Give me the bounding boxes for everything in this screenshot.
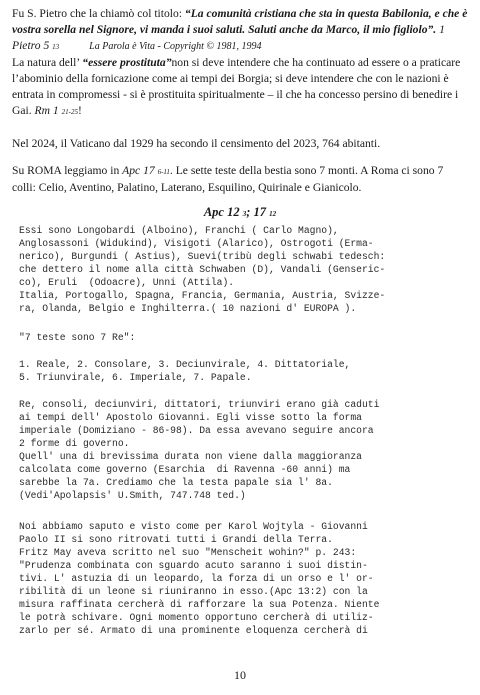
paragraph-vatican	[12, 136, 468, 152]
paragraph-rome	[12, 163, 468, 196]
heading-verse-1: 3	[242, 210, 247, 218]
para2-body: non si deve intendere che ha continuato ad essere o a praticare l’abominio della fornicazione come ai tempi dei Borgia; si deve intendere che con le nazioni è entrata in compromessi - si è prostituita spiritualmente – il che ha concesso persino di benedire i Gai.	[12, 56, 461, 117]
para2-end: !	[77, 104, 82, 117]
heading-mid: ; 17	[246, 205, 270, 219]
para4-pre: Su ROMA leggiamo in	[12, 164, 123, 177]
romans-reference-verses: 21-25	[61, 108, 78, 116]
apocalypse-reference: Apc 17	[122, 164, 158, 177]
para2-pre: La natura dell’	[12, 56, 83, 69]
vatican-census-text: Nel 2024, il Vaticano dal 1929 ha secondo il censimento del 2023, 764 abitanti.	[12, 137, 381, 150]
typed-block-seven-heads-title: "7 teste sono 7 Re":	[19, 332, 136, 343]
heading-text: Apc 12	[203, 205, 243, 219]
typed-block-seven-heads-list: 1. Reale, 2. Consolare, 3. Deciunvirale, 4. Dittatoriale, 5. Triunvirale, 6. Imperiale, 7. Papale.	[19, 359, 351, 383]
paragraph-peter-quote	[12, 6, 468, 55]
peter-reference-verse: 13	[52, 43, 60, 51]
peter-quote: “La comunità cristiana che sta in questa Babilonia, e che è vostra sorella nel Signore, vi manda i suoi saluti. Saluti anche da Marco, il mio figliolo”.	[12, 7, 468, 36]
paragraph-prostitute	[12, 55, 468, 120]
apocalypse-reference-verses: 6-11	[157, 168, 170, 176]
typed-block-peoples: Essi sono Longobardi (Alboino), Franchi ( Carlo Magno), Anglosassoni (Widukind), Visigoti (Alarico), Ostrogoti (Erma- nerico), Burgundi ( Astius), Suevi(tribù degli schwabi tedesch: che dettero il nome alla città Schwaben (D), Vandali (Genseric- co), Eruli (Odoacre), Unni (Attila). Italia, Portogallo, Spagna, Francia, Germania, Austria, Svizze- ra, Olanda, Belgio e Inghilterra.( 10 nazioni d' EUROPA ).	[19, 225, 386, 314]
typed-block-wojtyla: Noi abbiamo saputo e visto come per Karol Wojtyla - Giovanni Paolo II si sono ritrovati tutti i Grandi della Terra. Fritz May aveva scritto nel suo "Menscheit wohin?" p. 243: "Prudenza combinata con sguardo acuto saranno i suoi distin- tivi. L' astuzia di un leopardo, la forza di un orso e l' or- ribilità di un leone si riuniranno in esso.(Apc 13:2) con la misura raffinata cercherà di rafforzare la sua Potenza. Niente le potrà schivare. Ogni momento opportuno cercherà di utiliz- zarlo per sé. Armato di una prominente eloquenza cercherà di	[19, 521, 380, 636]
para1-lead: Fu S. Pietro che la chiamò col titolo:	[12, 7, 185, 20]
section-heading	[0, 205, 480, 220]
para4-body: . Le sette teste della bestia sono 7 monti. A Roma ci sono 7 colli: Celio, Aventino, Palatino, Laterano, Esquilino, Quirinale e Gianicolo.	[12, 164, 444, 194]
heading-verse-2: 12	[269, 210, 277, 218]
romans-reference: Rm 1	[34, 104, 62, 117]
prostitute-quote: “essere prostituta”	[82, 56, 172, 69]
page-number: 10	[234, 668, 246, 682]
translation-credit: La Parola è Vita - Copyright © 1981, 1994	[89, 41, 262, 52]
typed-block-history: Re, consoli, deciunviri, dittatori, triunviri erano già caduti ai tempi dell' Apostolo Giovanni. Egli visse sotto la forma imperiale (Domiziano - 86-98). Da essa avevano seguire ancora 2 forme di governo. Quell' una di brevissima durata non viene dalla maggioranza calcolata come governo (Esarchia di Ravenna -60 anni) ma sarebbe la 7a. Crediamo che la testa papale sia l' 8a. (Vedi'Apolapsis' U.Smith, 747.748 ted.)	[19, 399, 380, 501]
peter-reference: 1 Pietro 5	[12, 23, 445, 52]
